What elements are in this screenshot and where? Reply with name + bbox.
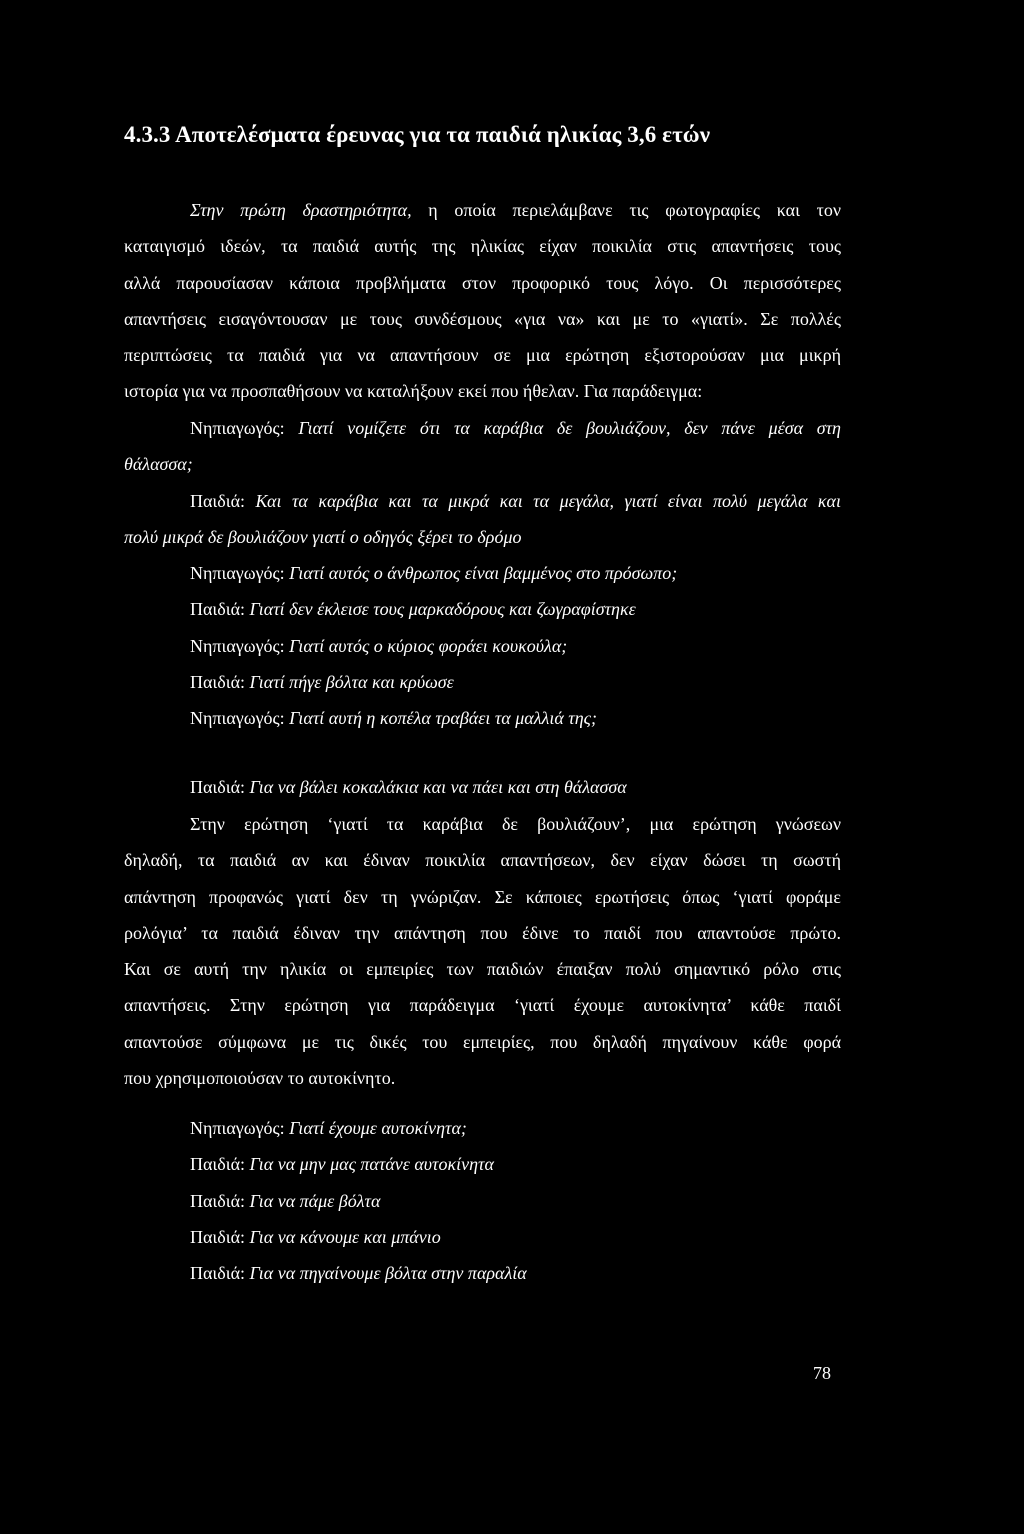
dialogue-line bbox=[190, 1146, 841, 1182]
dialogue-line bbox=[190, 483, 841, 519]
paragraph-line: απάντηση προφανώς γιατί δεν τη γνώριζαν. Σε κάποιες ερωτήσεις όπως ‘γιατί φοράμε bbox=[124, 886, 841, 907]
paragraph-intro bbox=[124, 192, 841, 410]
speech-text: Για να πηγαίνουμε βόλτα στην παραλία bbox=[249, 1263, 527, 1284]
speaker-label: Παιδιά: bbox=[190, 672, 246, 693]
paragraph-line: απαντούσε σύμφωνα με τις δικές του εμπειρίες, που δηλαδή πηγαίνουν κάθε φορά bbox=[124, 1031, 841, 1052]
speaker-label: Παιδιά: bbox=[190, 1263, 246, 1284]
paragraph-line: αλλά παρουσίασαν κάποια προβλήματα στον προφορικό τους λόγο. Οι περισσότερες bbox=[124, 272, 841, 293]
paragraph-line: Στην πρώτη δραστηριότητα, η οποία περιελάμβανε τις φωτογραφίες και τον bbox=[190, 200, 842, 220]
speech-continuation: πολύ μικρά δε βουλιάζουν γιατί ο οδηγός ξέρει το δρόμο bbox=[124, 526, 522, 547]
paragraph-line: ιστορία για να προσπαθήσουν να καταλήξουν εκεί που ήθελαν. Για παράδειγμα: bbox=[124, 381, 703, 402]
dialogue-line bbox=[190, 1255, 841, 1291]
dialogue-line bbox=[190, 700, 841, 736]
dialogue-block-2 bbox=[190, 769, 841, 805]
dialogue-line bbox=[190, 1110, 841, 1146]
speech-text: Για να βάλει κοκαλάκια και να πάει και στη θάλασσα bbox=[249, 777, 627, 797]
speech-continuation: θάλασσα; bbox=[124, 454, 193, 475]
speaker-label: Νηπιαγωγός: bbox=[190, 708, 285, 729]
dialogue-line bbox=[190, 591, 841, 627]
paragraph-line: Και σε αυτή την ηλικία οι εμπειρίες των παιδιών έπαιξαν πολύ σημαντικό ρόλο στις bbox=[124, 959, 841, 980]
speaker-label: Νηπιαγωγός: bbox=[190, 563, 285, 584]
paragraph-line: ρολόγια’ τα παιδιά έδιναν την απάντηση που έδινε το παιδί που απαντούσε πρώτο. bbox=[124, 922, 841, 943]
speech-text: Για να πάμε βόλτα bbox=[249, 1190, 381, 1211]
dialogue-block-3 bbox=[190, 1110, 841, 1291]
dialogue-line bbox=[190, 1219, 841, 1255]
speech-text: Γιατί έχουμε αυτοκίνητα; bbox=[289, 1118, 467, 1138]
dialogue-line bbox=[190, 628, 841, 664]
speaker-label: Νηπιαγωγός: bbox=[190, 635, 285, 656]
speaker-label: Παιδιά: bbox=[190, 599, 246, 620]
speech-text: Γιατί αυτός ο άνθρωπος είναι βαμμένος στο πρόσωπο; bbox=[289, 563, 678, 584]
dialogue-line bbox=[190, 1183, 841, 1219]
speech-text: Για να μην μας πατάνε αυτοκίνητα bbox=[249, 1154, 494, 1175]
paragraph-analysis bbox=[124, 806, 841, 1096]
speaker-label: Νηπιαγωγός: bbox=[190, 418, 285, 438]
page-number: 78 bbox=[813, 1363, 831, 1383]
paragraph-line: καταιγισμό ιδεών, τα παιδιά αυτής της ηλικίας είχαν ποικιλία στις απαντήσεις τους bbox=[124, 236, 841, 257]
dialogue-line bbox=[190, 555, 841, 591]
paragraph-line: που χρησιμοποιούσαν το αυτοκίνητο. bbox=[124, 1068, 396, 1089]
paragraph-line: απαντήσεις. Στην ερώτηση για παράδειγμα ‘γιατί έχουμε αυτοκίνητα’ κάθε παιδί bbox=[124, 995, 841, 1016]
dialogue-block-1 bbox=[124, 410, 842, 737]
speaker-label: Παιδιά: bbox=[190, 777, 246, 797]
speaker-label: Παιδιά: bbox=[190, 1154, 246, 1175]
speech-text: Γιατί αυτός ο κύριος φοράει κουκούλα; bbox=[289, 635, 568, 656]
speech-text: Γιατί πήγε βόλτα και κρύωσε bbox=[249, 672, 454, 693]
speaker-label: Παιδιά: bbox=[190, 1190, 246, 1211]
paragraph-line: περιπτώσεις τα παιδιά για να απαντήσουν σε μια ερώτηση εξιστορούσαν μια μικρή bbox=[124, 345, 841, 366]
speaker-label: Παιδιά: bbox=[190, 1226, 246, 1247]
italic-phrase: Στην πρώτη δραστηριότητα, bbox=[190, 200, 412, 220]
dialogue-line bbox=[190, 769, 841, 805]
speaker-label: Παιδιά: bbox=[190, 490, 246, 511]
paragraph-line: απαντήσεις εισαγόντουσαν με τους συνδέσμους «για να» και με το «γιατί». Σε πολλές bbox=[124, 308, 841, 329]
dialogue-line bbox=[190, 410, 841, 446]
paragraph-line: Στην ερώτηση ‘γιατί τα καράβια δε βουλιάζουν’, μια ερώτηση γνώσεων bbox=[190, 814, 841, 834]
speech-text: Και τα καράβια και τα μικρά και τα μεγάλα, γιατί είναι πολύ μεγάλα και bbox=[255, 490, 842, 511]
speech-text: Γιατί δεν έκλεισε τους μαρκαδόρους και ζωγραφίστηκε bbox=[249, 599, 636, 620]
section-heading: 4.3.3 Αποτελέσματα έρευνας για τα παιδιά ηλικίας 3,6 ετών bbox=[124, 122, 711, 147]
paragraph-line: δηλαδή, τα παιδιά αν και έδιναν ποικιλία απαντήσεων, δεν είχαν δώσει τη σωστή bbox=[124, 850, 841, 871]
speaker-label: Νηπιαγωγός: bbox=[190, 1118, 285, 1138]
speech-text: Γιατί νομίζετε ότι τα καράβια δε βουλιάζουν, δεν πάνε μέσα στη bbox=[298, 418, 841, 438]
speech-text: Γιατί αυτή η κοπέλα τραβάει τα μαλλιά της; bbox=[289, 708, 597, 729]
speech-text: Για να κάνουμε και μπάνιο bbox=[249, 1226, 441, 1247]
dialogue-line bbox=[190, 664, 841, 700]
